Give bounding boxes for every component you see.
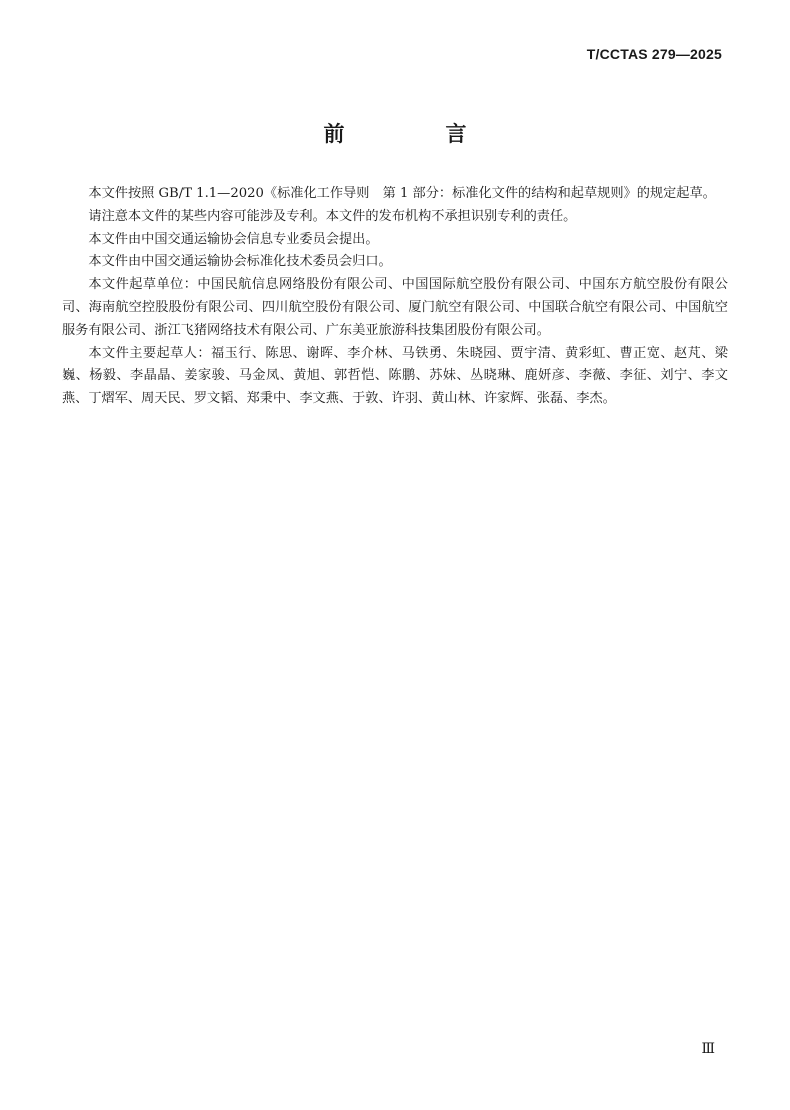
foreword-body [62,183,728,411]
paragraph-drafting-units: 本文件起草单位：中国民航信息网络股份有限公司、中国国际航空股份有限公司、中国东方航空股份有限公司、海南航空控股股份有限公司、四川航空股份有限公司、厦门航空有限公司、中国联合航空有限公司、中国航空服务有限公司、浙江飞猪网络技术有限公司、广东美亚旅游科技集团股份有限公司。 [62,277,728,338]
paragraph-main-drafters: 本文件主要起草人：福玉行、陈思、谢晖、李介林、马铁勇、朱晓园、贾宇清、黄彩虹、曹正宽、赵芃、梁巍、杨毅、李晶晶、姜家骏、马金凤、黄旭、郭哲恺、陈鹏、苏妹、丛晓琳、鹿妍彦、李薇、李征、刘宁、李文燕、丁熠军、周天民、罗文韬、郑秉中、李文燕、于敦、许羽、黄山林、许家辉、张磊、李杰。 [62,345,728,407]
page-number: Ⅲ [701,1042,714,1057]
paragraph-drafting-rules: 本文件按照 GB/T 1.1—2020《标准化工作导则 第 1 部分：标准化文件的结构和起草规则》的规定起草。 [88,186,716,201]
paragraph-proposed-by: 本文件由中国交通运输协会信息专业委员会提出。 [88,231,379,247]
paragraph-patent-notice: 请注意本文件的某些内容可能涉及专利。本文件的发布机构不承担识别专利的责任。 [88,208,577,224]
paragraph-centralized-by: 本文件由中国交通运输协会标准化技术委员会归口。 [88,254,392,270]
page-title: 前 言 [323,122,507,146]
standard-code: T/CCTAS 279—2025 [586,46,722,62]
